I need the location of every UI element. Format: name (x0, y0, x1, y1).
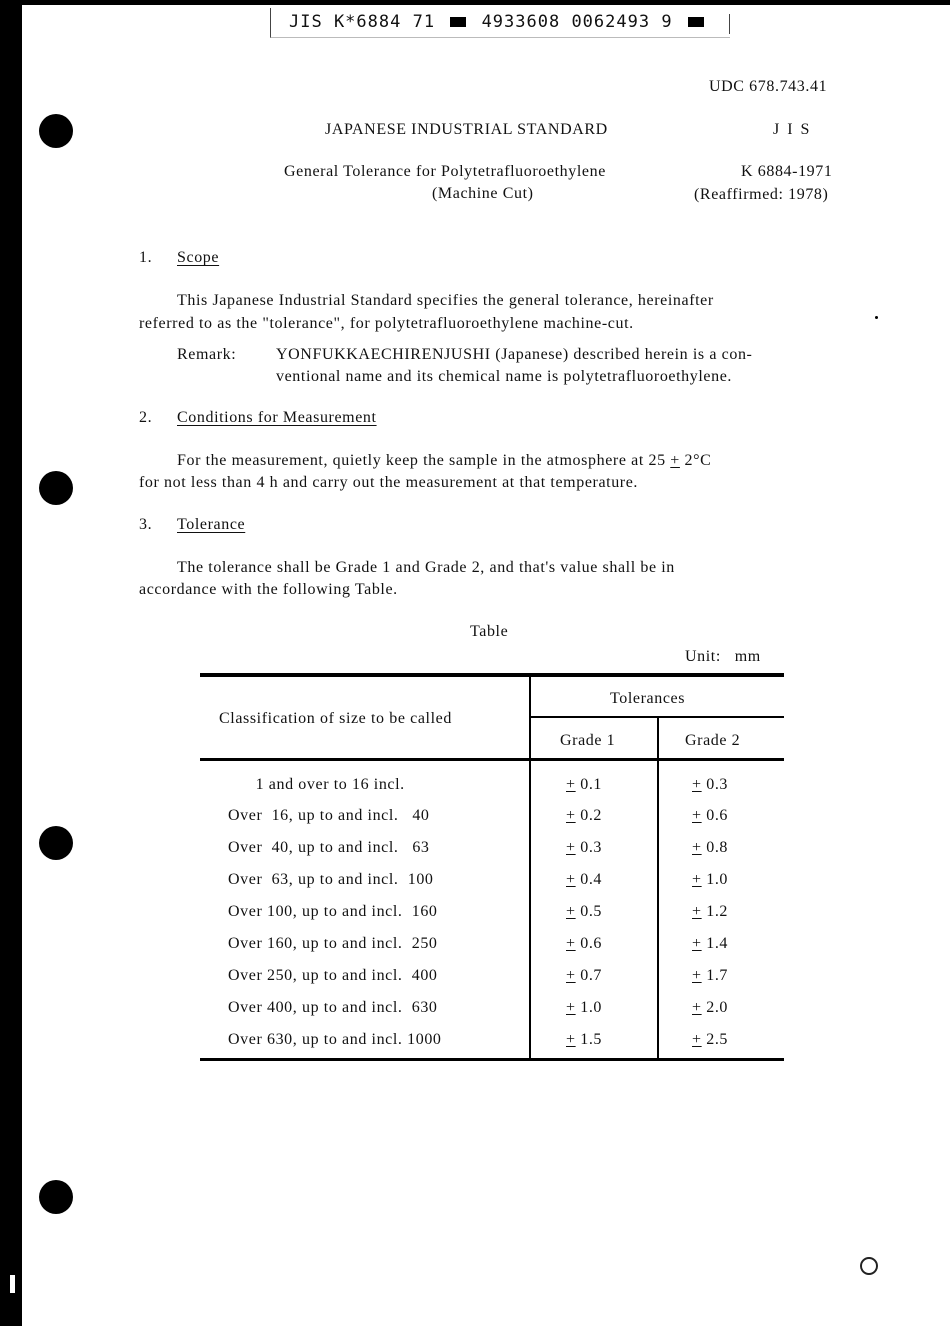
document-title: General Tolerance for Polytetrafluoroethylene (284, 163, 606, 180)
punch-hole (39, 471, 73, 505)
grade1-value: + 0.4 (566, 871, 603, 888)
section-title-tolerance: Tolerance (177, 516, 246, 533)
table-bottom-rule (200, 1058, 784, 1061)
barcode-block-icon (450, 17, 466, 27)
table-row (200, 999, 784, 1023)
punch-hole (39, 826, 73, 860)
grade2-value: + 0.8 (692, 839, 729, 856)
punch-hole (39, 1180, 73, 1214)
remark-line: YONFUKKAECHIRENJUSHI (Japanese) described herein is a con- (276, 346, 753, 363)
catalog-code-part2: 4933608 0062493 9 (481, 12, 673, 32)
paragraph-line: This Japanese Industrial Standard specifies the general tolerance, hereinafter (177, 292, 714, 309)
grade1-value: + 0.5 (566, 903, 603, 920)
grade2-value: + 1.2 (692, 903, 729, 920)
size-range: Over 630, up to and incl. 1000 (228, 1031, 442, 1048)
scan-top-border (22, 0, 950, 5)
table-header-rule (200, 758, 784, 761)
standard-name: JAPANESE INDUSTRIAL STANDARD (325, 121, 608, 138)
size-range: Over 40, up to and incl. 63 (228, 839, 430, 856)
size-range: Over 160, up to and incl. 250 (228, 935, 438, 952)
grade2-value: + 1.4 (692, 935, 729, 952)
table-top-rule (200, 673, 784, 677)
size-range: Over 100, up to and incl. 160 (228, 903, 438, 920)
paragraph-line: For the measurement, quietly keep the sample in the atmosphere at 25 + 2°C (177, 452, 712, 469)
table-row (200, 776, 784, 800)
table-header-size: Classification of size to be called (219, 710, 452, 727)
catalog-code-part1: JIS K*6884 71 (289, 12, 436, 32)
catalog-code-strip (270, 8, 730, 38)
remark-label: Remark: (177, 346, 237, 363)
jis-mark: J I S (773, 121, 812, 138)
table-row (200, 967, 784, 991)
size-range: Over 250, up to and incl. 400 (228, 967, 438, 984)
scan-speck (875, 316, 878, 319)
table-row (200, 839, 784, 863)
udc-number: UDC 678.743.41 (709, 78, 828, 95)
table-row (200, 871, 784, 895)
table-caption: Table (470, 623, 509, 640)
grade1-value: + 0.7 (566, 967, 603, 984)
remark-line: ventional name and its chemical name is polytetrafluoroethylene. (276, 368, 733, 385)
grade2-value: + 2.0 (692, 999, 729, 1016)
grade2-value: + 1.0 (692, 871, 729, 888)
size-range: Over 400, up to and incl. 630 (228, 999, 438, 1016)
grade2-value: + 1.7 (692, 967, 729, 984)
standard-number: K 6884-1971 (741, 163, 833, 180)
section-title-conditions: Conditions for Measurement (177, 409, 377, 426)
scan-border-notch (10, 1275, 15, 1293)
table-row (200, 935, 784, 959)
table-header-grade1: Grade 1 (560, 732, 616, 749)
paragraph-line: for not less than 4 h and carry out the measurement at that temperature. (139, 474, 639, 491)
size-range: 1 and over to 16 incl. (228, 776, 405, 793)
table-row (200, 903, 784, 927)
section-number: 3. (139, 516, 153, 533)
size-range: Over 16, up to and incl. 40 (228, 807, 430, 824)
table-unit: Unit: mm (685, 648, 761, 665)
grade1-value: + 1.5 (566, 1031, 603, 1048)
grade1-value: + 0.6 (566, 935, 603, 952)
document-subtitle: (Machine Cut) (432, 185, 534, 202)
grade1-value: + 1.0 (566, 999, 603, 1016)
table-header-grade2: Grade 2 (685, 732, 741, 749)
table-header-tolerances: Tolerances (610, 690, 686, 707)
paragraph-line: The tolerance shall be Grade 1 and Grade 2, and that's value shall be in (177, 559, 675, 576)
plus-minus-sign: + (670, 452, 680, 469)
section-number: 1. (139, 249, 153, 266)
reaffirmed-year: (Reaffirmed: 1978) (694, 186, 829, 203)
grade2-value: + 0.3 (692, 776, 729, 793)
punch-hole (39, 114, 73, 148)
grade1-value: + 0.2 (566, 807, 603, 824)
section-title-scope: Scope (177, 249, 220, 266)
section-number: 2. (139, 409, 153, 426)
grade1-value: + 0.1 (566, 776, 603, 793)
grade1-value: + 0.3 (566, 839, 603, 856)
barcode-block-icon (688, 17, 704, 27)
logo-mark-icon (860, 1257, 878, 1275)
table-row (200, 807, 784, 831)
table-row (200, 1031, 784, 1055)
size-range: Over 63, up to and incl. 100 (228, 871, 434, 888)
scan-left-border (0, 0, 22, 1326)
paragraph-line: referred to as the "tolerance", for polytetrafluoroethylene machine-cut. (139, 315, 634, 332)
grade2-value: + 0.6 (692, 807, 729, 824)
grade2-value: + 2.5 (692, 1031, 729, 1048)
paragraph-line: accordance with the following Table. (139, 581, 398, 598)
